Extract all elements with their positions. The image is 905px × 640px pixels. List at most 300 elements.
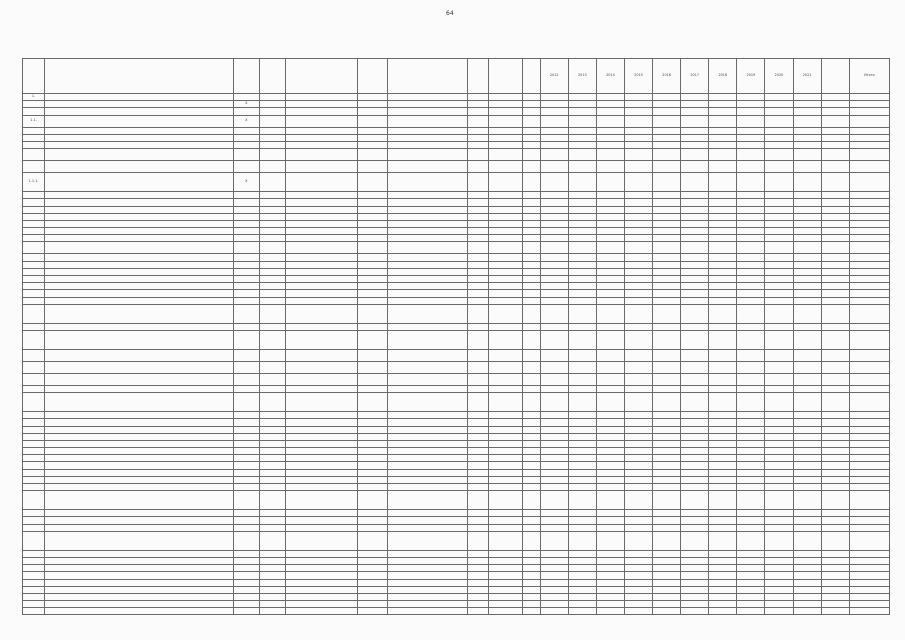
table-row — [23, 235, 890, 242]
table-cell — [793, 304, 821, 323]
table-cell — [233, 206, 259, 213]
table-cell — [388, 228, 468, 235]
table-cell — [233, 586, 259, 593]
table-cell — [233, 94, 259, 101]
table-cell — [233, 161, 259, 173]
table-cell — [23, 101, 45, 108]
table-cell — [568, 261, 596, 268]
table-cell — [681, 108, 709, 115]
table-cell — [568, 412, 596, 419]
table-cell — [358, 361, 388, 373]
table-cell — [468, 361, 488, 373]
table-cell: 1.1. — [23, 115, 45, 127]
table-cell — [849, 385, 889, 392]
table-cell — [568, 349, 596, 361]
table-cell — [468, 440, 488, 447]
table-cell — [358, 349, 388, 361]
table-cell — [653, 572, 681, 579]
table-cell — [45, 572, 234, 579]
table-cell — [285, 579, 357, 586]
table-cell — [681, 290, 709, 297]
table-cell — [821, 297, 849, 304]
table-cell — [388, 517, 468, 524]
table-cell — [793, 572, 821, 579]
table-cell — [624, 323, 652, 330]
table-cell — [23, 268, 45, 275]
table-cell — [653, 276, 681, 283]
table-cell — [681, 593, 709, 600]
table-cell — [709, 557, 737, 564]
table-cell — [388, 330, 468, 349]
table-cell — [259, 531, 285, 550]
table-cell — [540, 199, 568, 206]
table-cell — [388, 531, 468, 550]
table-cell — [23, 149, 45, 161]
year-col: 2012 — [540, 59, 568, 94]
table-cell — [737, 261, 765, 268]
table-cell — [681, 393, 709, 412]
table-row — [23, 601, 890, 608]
table-row — [23, 469, 890, 476]
table-cell — [737, 524, 765, 531]
table-cell — [23, 127, 45, 134]
table-cell — [522, 601, 540, 608]
table-cell — [568, 491, 596, 510]
table-cell — [793, 476, 821, 483]
table-cell — [468, 173, 488, 192]
table-cell — [285, 283, 357, 290]
table-cell — [540, 254, 568, 261]
table-cell — [488, 134, 522, 141]
table-cell — [793, 206, 821, 213]
table-cell — [624, 557, 652, 564]
table-cell — [765, 101, 793, 108]
table-cell — [358, 601, 388, 608]
table-cell — [681, 476, 709, 483]
table-cell — [624, 276, 652, 283]
table-cell — [488, 349, 522, 361]
table-cell — [737, 323, 765, 330]
table-cell — [765, 448, 793, 455]
table-cell — [765, 579, 793, 586]
year-col: 2018 — [709, 59, 737, 94]
table-cell — [488, 484, 522, 491]
table-cell — [624, 593, 652, 600]
table-cell — [681, 491, 709, 510]
table-row — [23, 491, 890, 510]
year-col: 2021 — [793, 59, 821, 94]
table-cell — [624, 228, 652, 235]
table-cell — [45, 206, 234, 213]
table-cell — [468, 601, 488, 608]
table-cell — [488, 550, 522, 557]
table-cell — [233, 565, 259, 572]
table-cell — [681, 462, 709, 469]
table-cell — [285, 199, 357, 206]
table-cell — [522, 290, 540, 297]
table-cell — [821, 462, 849, 469]
table-cell — [849, 261, 889, 268]
table-cell — [23, 323, 45, 330]
table-cell — [285, 261, 357, 268]
table-cell — [821, 268, 849, 275]
table-cell — [568, 426, 596, 433]
table-cell — [488, 141, 522, 148]
table-cell — [23, 108, 45, 115]
table-cell — [233, 228, 259, 235]
table-cell — [468, 228, 488, 235]
table-cell — [849, 283, 889, 290]
table-cell — [23, 593, 45, 600]
table-cell — [388, 601, 468, 608]
table-cell — [681, 349, 709, 361]
table-cell — [596, 601, 624, 608]
table-cell — [259, 484, 285, 491]
table-cell — [709, 192, 737, 199]
table-cell — [849, 373, 889, 385]
table-cell — [468, 134, 488, 141]
table-cell — [765, 134, 793, 141]
table-cell — [259, 579, 285, 586]
table-cell — [259, 550, 285, 557]
table-cell — [709, 476, 737, 483]
table-cell — [23, 134, 45, 141]
table-cell — [468, 242, 488, 254]
table-cell — [259, 361, 285, 373]
table-cell — [45, 94, 234, 101]
table-cell — [653, 491, 681, 510]
table-cell — [45, 127, 234, 134]
table-cell — [821, 213, 849, 220]
table-cell — [540, 385, 568, 392]
table-cell — [468, 323, 488, 330]
table-cell — [709, 242, 737, 254]
table-cell — [849, 433, 889, 440]
table-cell — [23, 213, 45, 220]
table-cell — [468, 254, 488, 261]
table-cell — [737, 419, 765, 426]
table-cell — [45, 290, 234, 297]
table-cell — [793, 115, 821, 127]
table-cell — [849, 192, 889, 199]
table-row — [23, 373, 890, 385]
table-cell — [821, 419, 849, 426]
table-cell — [568, 601, 596, 608]
table-cell — [259, 469, 285, 476]
table-cell — [468, 510, 488, 517]
table-cell — [793, 254, 821, 261]
table-cell — [681, 601, 709, 608]
table-cell — [45, 349, 234, 361]
table-cell — [45, 304, 234, 323]
table-cell — [765, 419, 793, 426]
table-row — [23, 115, 890, 127]
table-cell — [596, 593, 624, 600]
table-cell — [737, 385, 765, 392]
table-cell — [653, 550, 681, 557]
table-cell — [681, 531, 709, 550]
table-cell — [793, 192, 821, 199]
table-cell — [540, 484, 568, 491]
table-cell — [821, 235, 849, 242]
table-cell — [285, 557, 357, 564]
table-cell — [540, 448, 568, 455]
table-cell — [259, 242, 285, 254]
table-cell — [259, 108, 285, 115]
table-cell — [849, 601, 889, 608]
table-cell — [653, 455, 681, 462]
table-cell — [468, 373, 488, 385]
table-cell — [358, 579, 388, 586]
table-cell — [821, 349, 849, 361]
table-cell — [849, 462, 889, 469]
table-cell — [624, 213, 652, 220]
table-cell — [358, 323, 388, 330]
table-cell — [737, 412, 765, 419]
table-cell — [765, 469, 793, 476]
table-cell — [737, 141, 765, 148]
table-cell — [737, 220, 765, 227]
table-cell — [259, 565, 285, 572]
table-cell — [468, 268, 488, 275]
table-row — [23, 276, 890, 283]
table-cell — [233, 593, 259, 600]
table-cell — [23, 572, 45, 579]
table-cell — [821, 323, 849, 330]
table-cell — [285, 94, 357, 101]
table-cell — [45, 173, 234, 192]
table-cell — [468, 550, 488, 557]
table-cell — [358, 127, 388, 134]
table-cell — [624, 601, 652, 608]
table-row — [23, 586, 890, 593]
table-cell — [709, 608, 737, 615]
table-cell — [23, 426, 45, 433]
table-cell — [488, 557, 522, 564]
table-cell — [522, 462, 540, 469]
table-cell — [285, 141, 357, 148]
table-cell — [653, 254, 681, 261]
table-cell — [793, 462, 821, 469]
table-cell — [45, 141, 234, 148]
table-cell — [765, 484, 793, 491]
table-cell — [358, 235, 388, 242]
table-cell — [388, 141, 468, 148]
table-cell — [285, 220, 357, 227]
table-cell — [358, 173, 388, 192]
table-cell — [285, 161, 357, 173]
table-cell — [568, 469, 596, 476]
table-cell — [388, 101, 468, 108]
table-cell: 1.1.1. — [23, 173, 45, 192]
table-cell — [23, 290, 45, 297]
table-cell — [468, 385, 488, 392]
table-cell — [488, 127, 522, 134]
table-cell — [821, 261, 849, 268]
table-cell — [488, 462, 522, 469]
table-cell — [23, 373, 45, 385]
table-cell — [259, 601, 285, 608]
table-cell — [23, 510, 45, 517]
table-cell — [23, 484, 45, 491]
table-cell — [653, 149, 681, 161]
table-cell — [765, 261, 793, 268]
table-cell — [596, 235, 624, 242]
table-cell — [765, 440, 793, 447]
table-cell — [540, 586, 568, 593]
table-cell — [709, 419, 737, 426]
table-cell — [259, 393, 285, 412]
table-cell — [540, 550, 568, 557]
table-cell — [259, 373, 285, 385]
table-cell — [488, 161, 522, 173]
table-cell — [540, 510, 568, 517]
table-cell — [709, 550, 737, 557]
table-cell — [540, 108, 568, 115]
table-cell — [681, 101, 709, 108]
table-cell — [259, 448, 285, 455]
table-cell — [388, 206, 468, 213]
table-cell — [821, 491, 849, 510]
table-cell — [468, 330, 488, 349]
table-cell — [45, 579, 234, 586]
table-row — [23, 462, 890, 469]
table-cell — [488, 283, 522, 290]
table-cell — [653, 290, 681, 297]
table-cell — [681, 586, 709, 593]
table-cell — [540, 393, 568, 412]
table-cell — [709, 491, 737, 510]
table-row — [23, 361, 890, 373]
table-cell — [45, 601, 234, 608]
table-cell — [468, 572, 488, 579]
table-cell — [737, 94, 765, 101]
table-cell — [596, 206, 624, 213]
table-cell — [681, 557, 709, 564]
table-cell — [388, 586, 468, 593]
table-cell — [709, 149, 737, 161]
table-cell — [488, 261, 522, 268]
table-cell — [653, 268, 681, 275]
table-cell — [849, 242, 889, 254]
table-cell — [624, 161, 652, 173]
table-cell — [793, 484, 821, 491]
table-row — [23, 134, 890, 141]
table-cell — [45, 297, 234, 304]
table-cell — [793, 586, 821, 593]
table-cell — [45, 220, 234, 227]
table-cell — [259, 141, 285, 148]
table-cell — [522, 393, 540, 412]
table-cell — [709, 213, 737, 220]
table-cell — [568, 608, 596, 615]
table-cell — [737, 462, 765, 469]
table-cell — [596, 268, 624, 275]
table-row — [23, 254, 890, 261]
table-cell — [765, 550, 793, 557]
table-cell — [488, 491, 522, 510]
table-cell — [388, 161, 468, 173]
table-cell — [468, 412, 488, 419]
table-cell — [793, 517, 821, 524]
table-cell — [821, 199, 849, 206]
table-cell — [653, 393, 681, 412]
table-cell — [259, 228, 285, 235]
table-cell — [388, 323, 468, 330]
table-row — [23, 412, 890, 419]
table-cell — [737, 228, 765, 235]
table-cell — [681, 192, 709, 199]
table-row — [23, 297, 890, 304]
table-cell — [681, 261, 709, 268]
table-cell — [849, 199, 889, 206]
table-cell — [568, 586, 596, 593]
table-cell — [488, 173, 522, 192]
table-cell — [233, 531, 259, 550]
table-cell — [653, 557, 681, 564]
table-cell — [765, 593, 793, 600]
table-cell — [653, 213, 681, 220]
table-cell — [233, 323, 259, 330]
table-cell — [259, 213, 285, 220]
table-cell — [681, 330, 709, 349]
table-cell — [522, 161, 540, 173]
table-cell — [468, 476, 488, 483]
table-cell — [653, 440, 681, 447]
table-cell — [849, 115, 889, 127]
table-cell — [358, 524, 388, 531]
table-cell — [596, 426, 624, 433]
table-cell — [765, 586, 793, 593]
table-cell — [596, 261, 624, 268]
table-cell — [624, 242, 652, 254]
table-cell — [488, 531, 522, 550]
table-cell — [765, 108, 793, 115]
table-cell — [765, 393, 793, 412]
table-cell — [358, 412, 388, 419]
table-cell — [233, 433, 259, 440]
table-cell — [285, 433, 357, 440]
table-cell — [23, 440, 45, 447]
table-cell — [285, 517, 357, 524]
table-row — [23, 304, 890, 323]
table-cell — [624, 510, 652, 517]
table-cell — [849, 593, 889, 600]
table-cell — [540, 161, 568, 173]
table-cell — [488, 228, 522, 235]
table-cell — [653, 134, 681, 141]
table-cell — [596, 115, 624, 127]
table-cell — [709, 412, 737, 419]
table-cell — [488, 510, 522, 517]
table-cell — [522, 385, 540, 392]
table-cell — [596, 108, 624, 115]
table-cell — [568, 283, 596, 290]
table-cell — [681, 565, 709, 572]
table-cell — [259, 283, 285, 290]
table-cell — [285, 228, 357, 235]
table-cell — [540, 297, 568, 304]
table-cell — [624, 517, 652, 524]
table-cell — [468, 419, 488, 426]
table-cell — [259, 149, 285, 161]
table-cell — [596, 127, 624, 134]
table-cell — [259, 134, 285, 141]
table-cell — [388, 579, 468, 586]
table-cell — [681, 412, 709, 419]
table-cell — [596, 524, 624, 531]
table-cell — [821, 557, 849, 564]
